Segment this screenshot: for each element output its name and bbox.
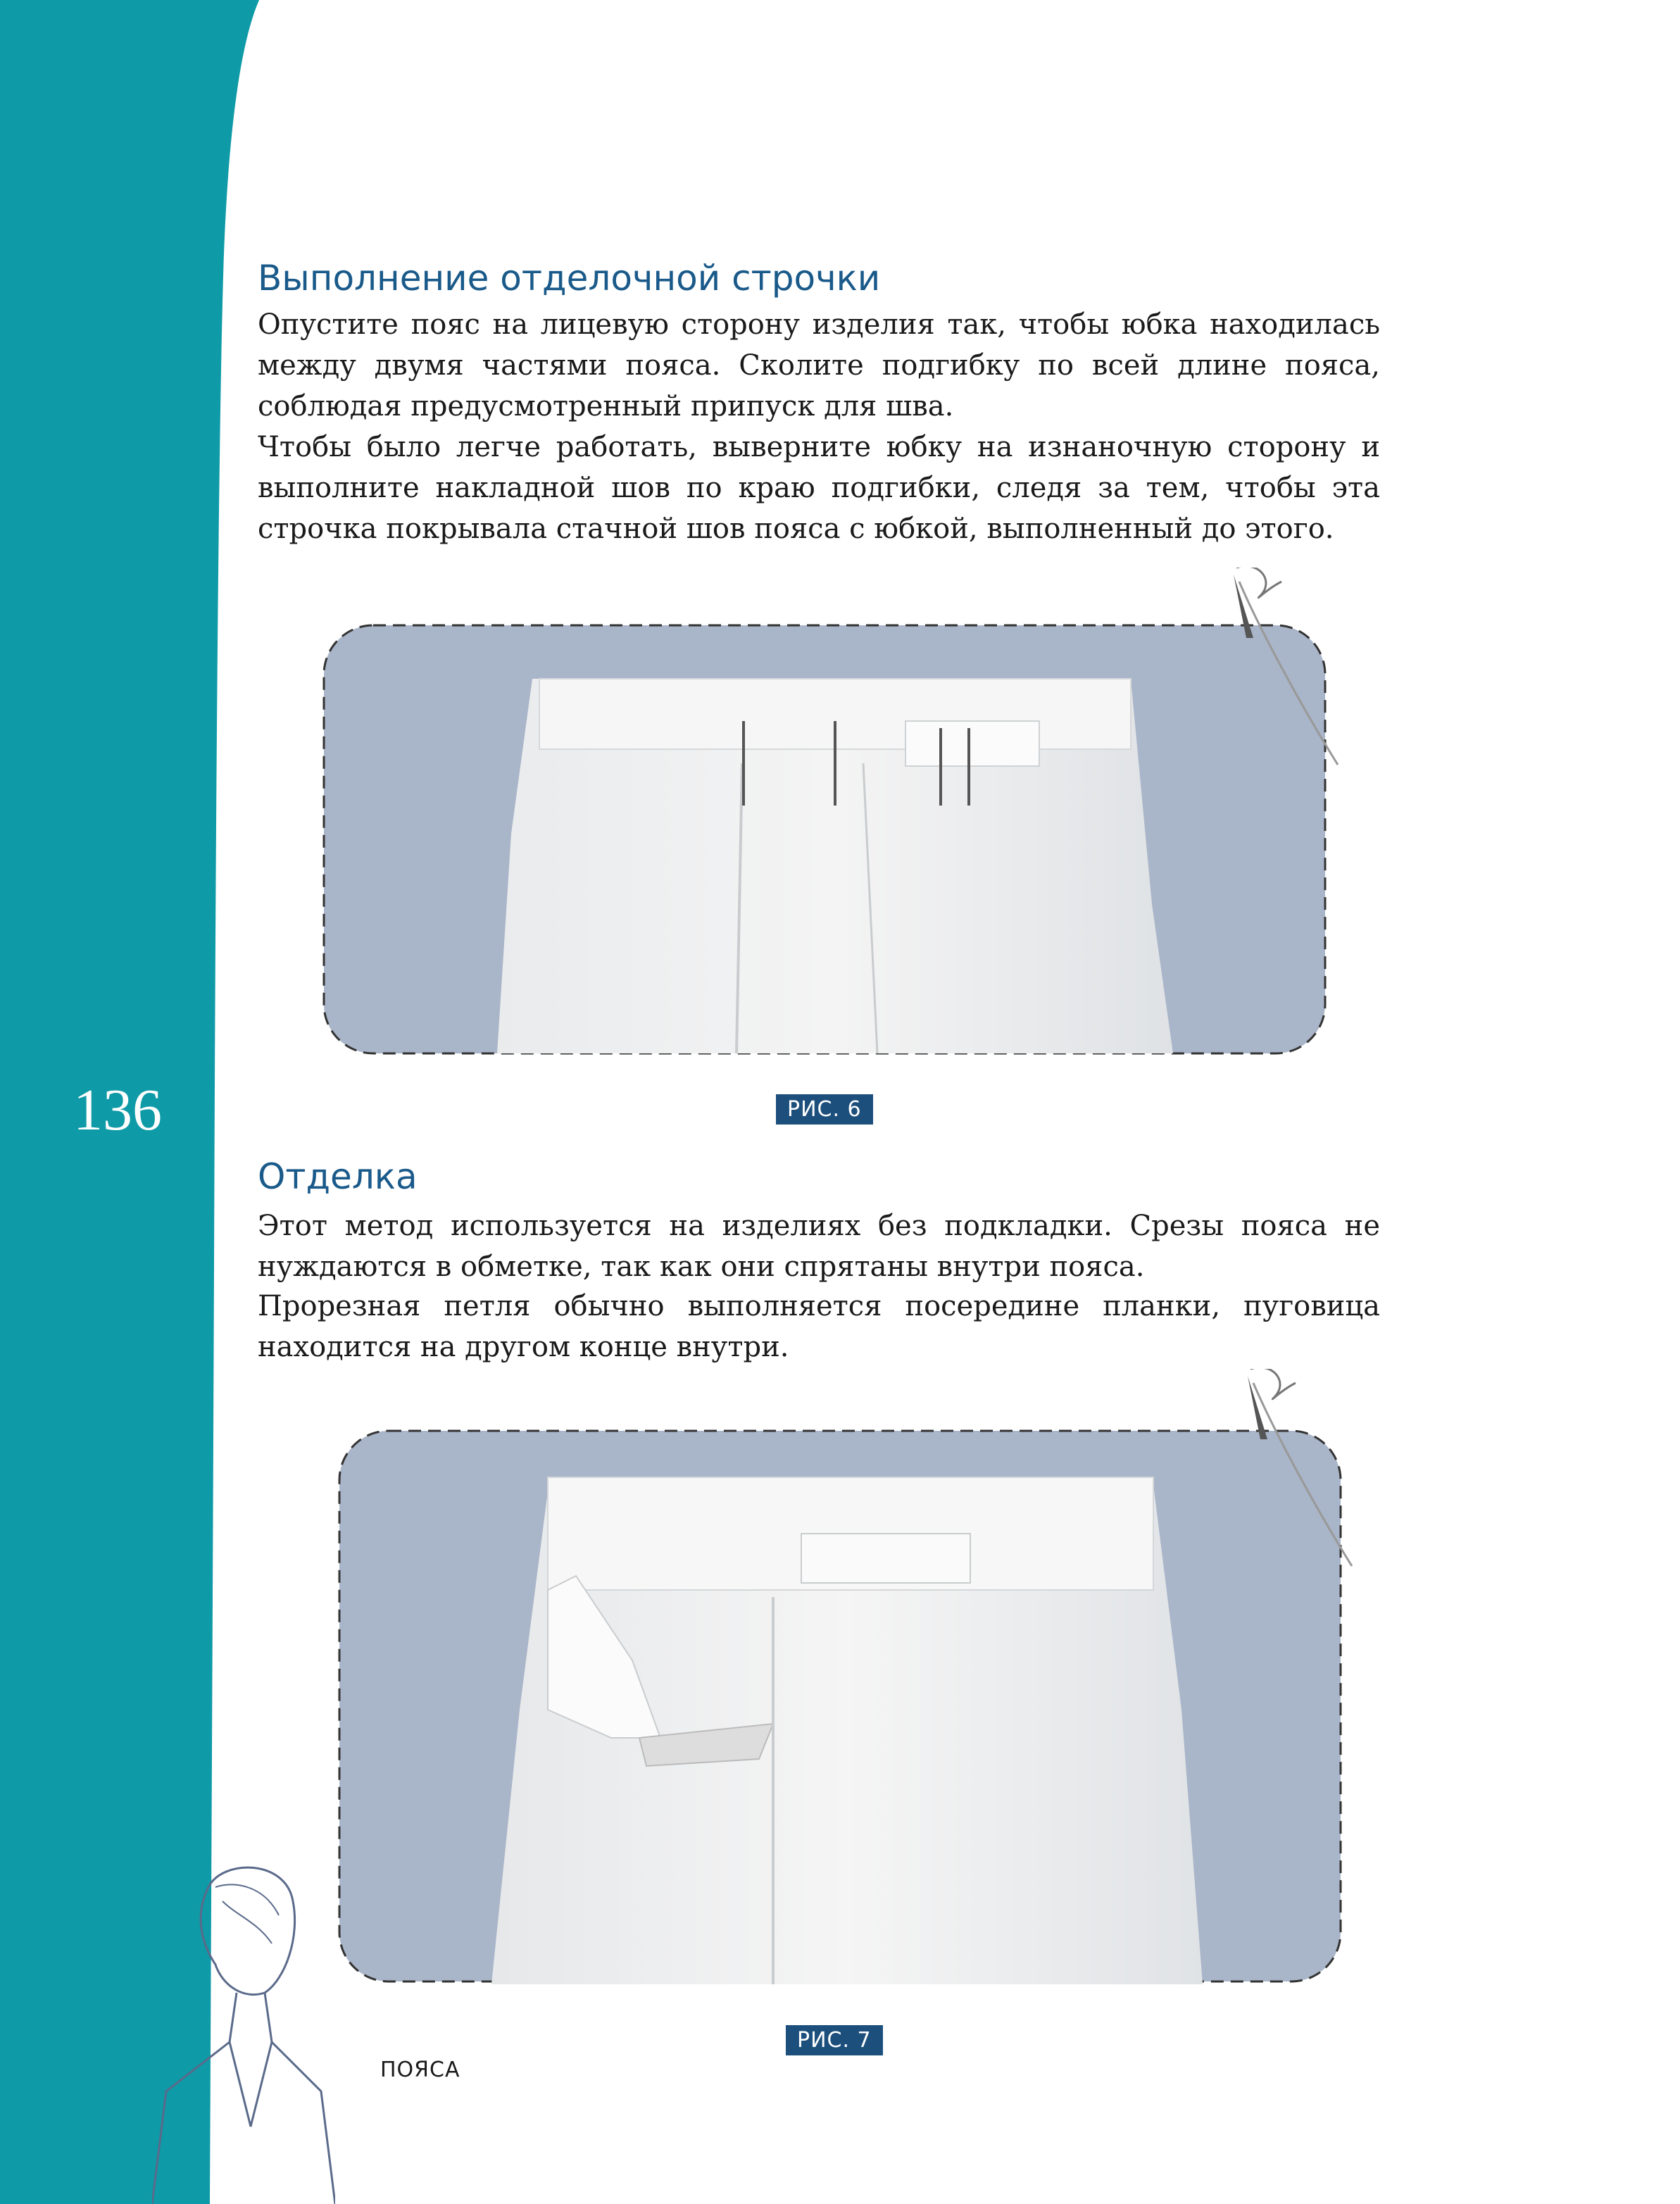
figure-7-photo — [337, 1428, 1343, 1984]
section-heading-1: Выполнение отделочной строчки — [258, 258, 881, 299]
paragraph-2-1: Этот метод используется на изделиях без подкладки. Срезы пояса не нуждаются в обметке, так как они спрятаны внутри пояса. — [258, 1210, 1380, 1283]
paragraph-1-2: Чтобы было легче работать, выверните юбку на изнаночную сторону и выполните накладной шов по краю подгибки, следя за тем, чтобы эта строчка покрывала стачной шов пояса с юбкой, выполненный до этого. — [258, 431, 1380, 545]
footer-section-label: ПОЯСА — [380, 2058, 460, 2082]
needle-thread-icon — [1218, 568, 1359, 772]
section-heading-2: Отделка — [258, 1156, 418, 1197]
woman-portrait-illustration — [152, 1859, 335, 2204]
figure-7-caption: РИС. 7 — [786, 2025, 883, 2055]
figure-6-caption: РИС. 6 — [776, 1094, 873, 1125]
paragraph-2-2: Прорезная петля обычно выполняется посередине планки, пуговица находится на другом конце внутри. — [258, 1290, 1380, 1363]
page-number: 136 — [73, 1077, 162, 1143]
paragraph-1-1: Опустите пояс на лицевую сторону изделия так, чтобы юбка находилась между двумя частями пояса. Сколите подгибку по всей длине пояса, соблюдая предусмотренный припуск для шва. — [258, 308, 1380, 422]
needle-thread-icon-2 — [1232, 1369, 1373, 1573]
figure-6-photo — [321, 622, 1328, 1056]
